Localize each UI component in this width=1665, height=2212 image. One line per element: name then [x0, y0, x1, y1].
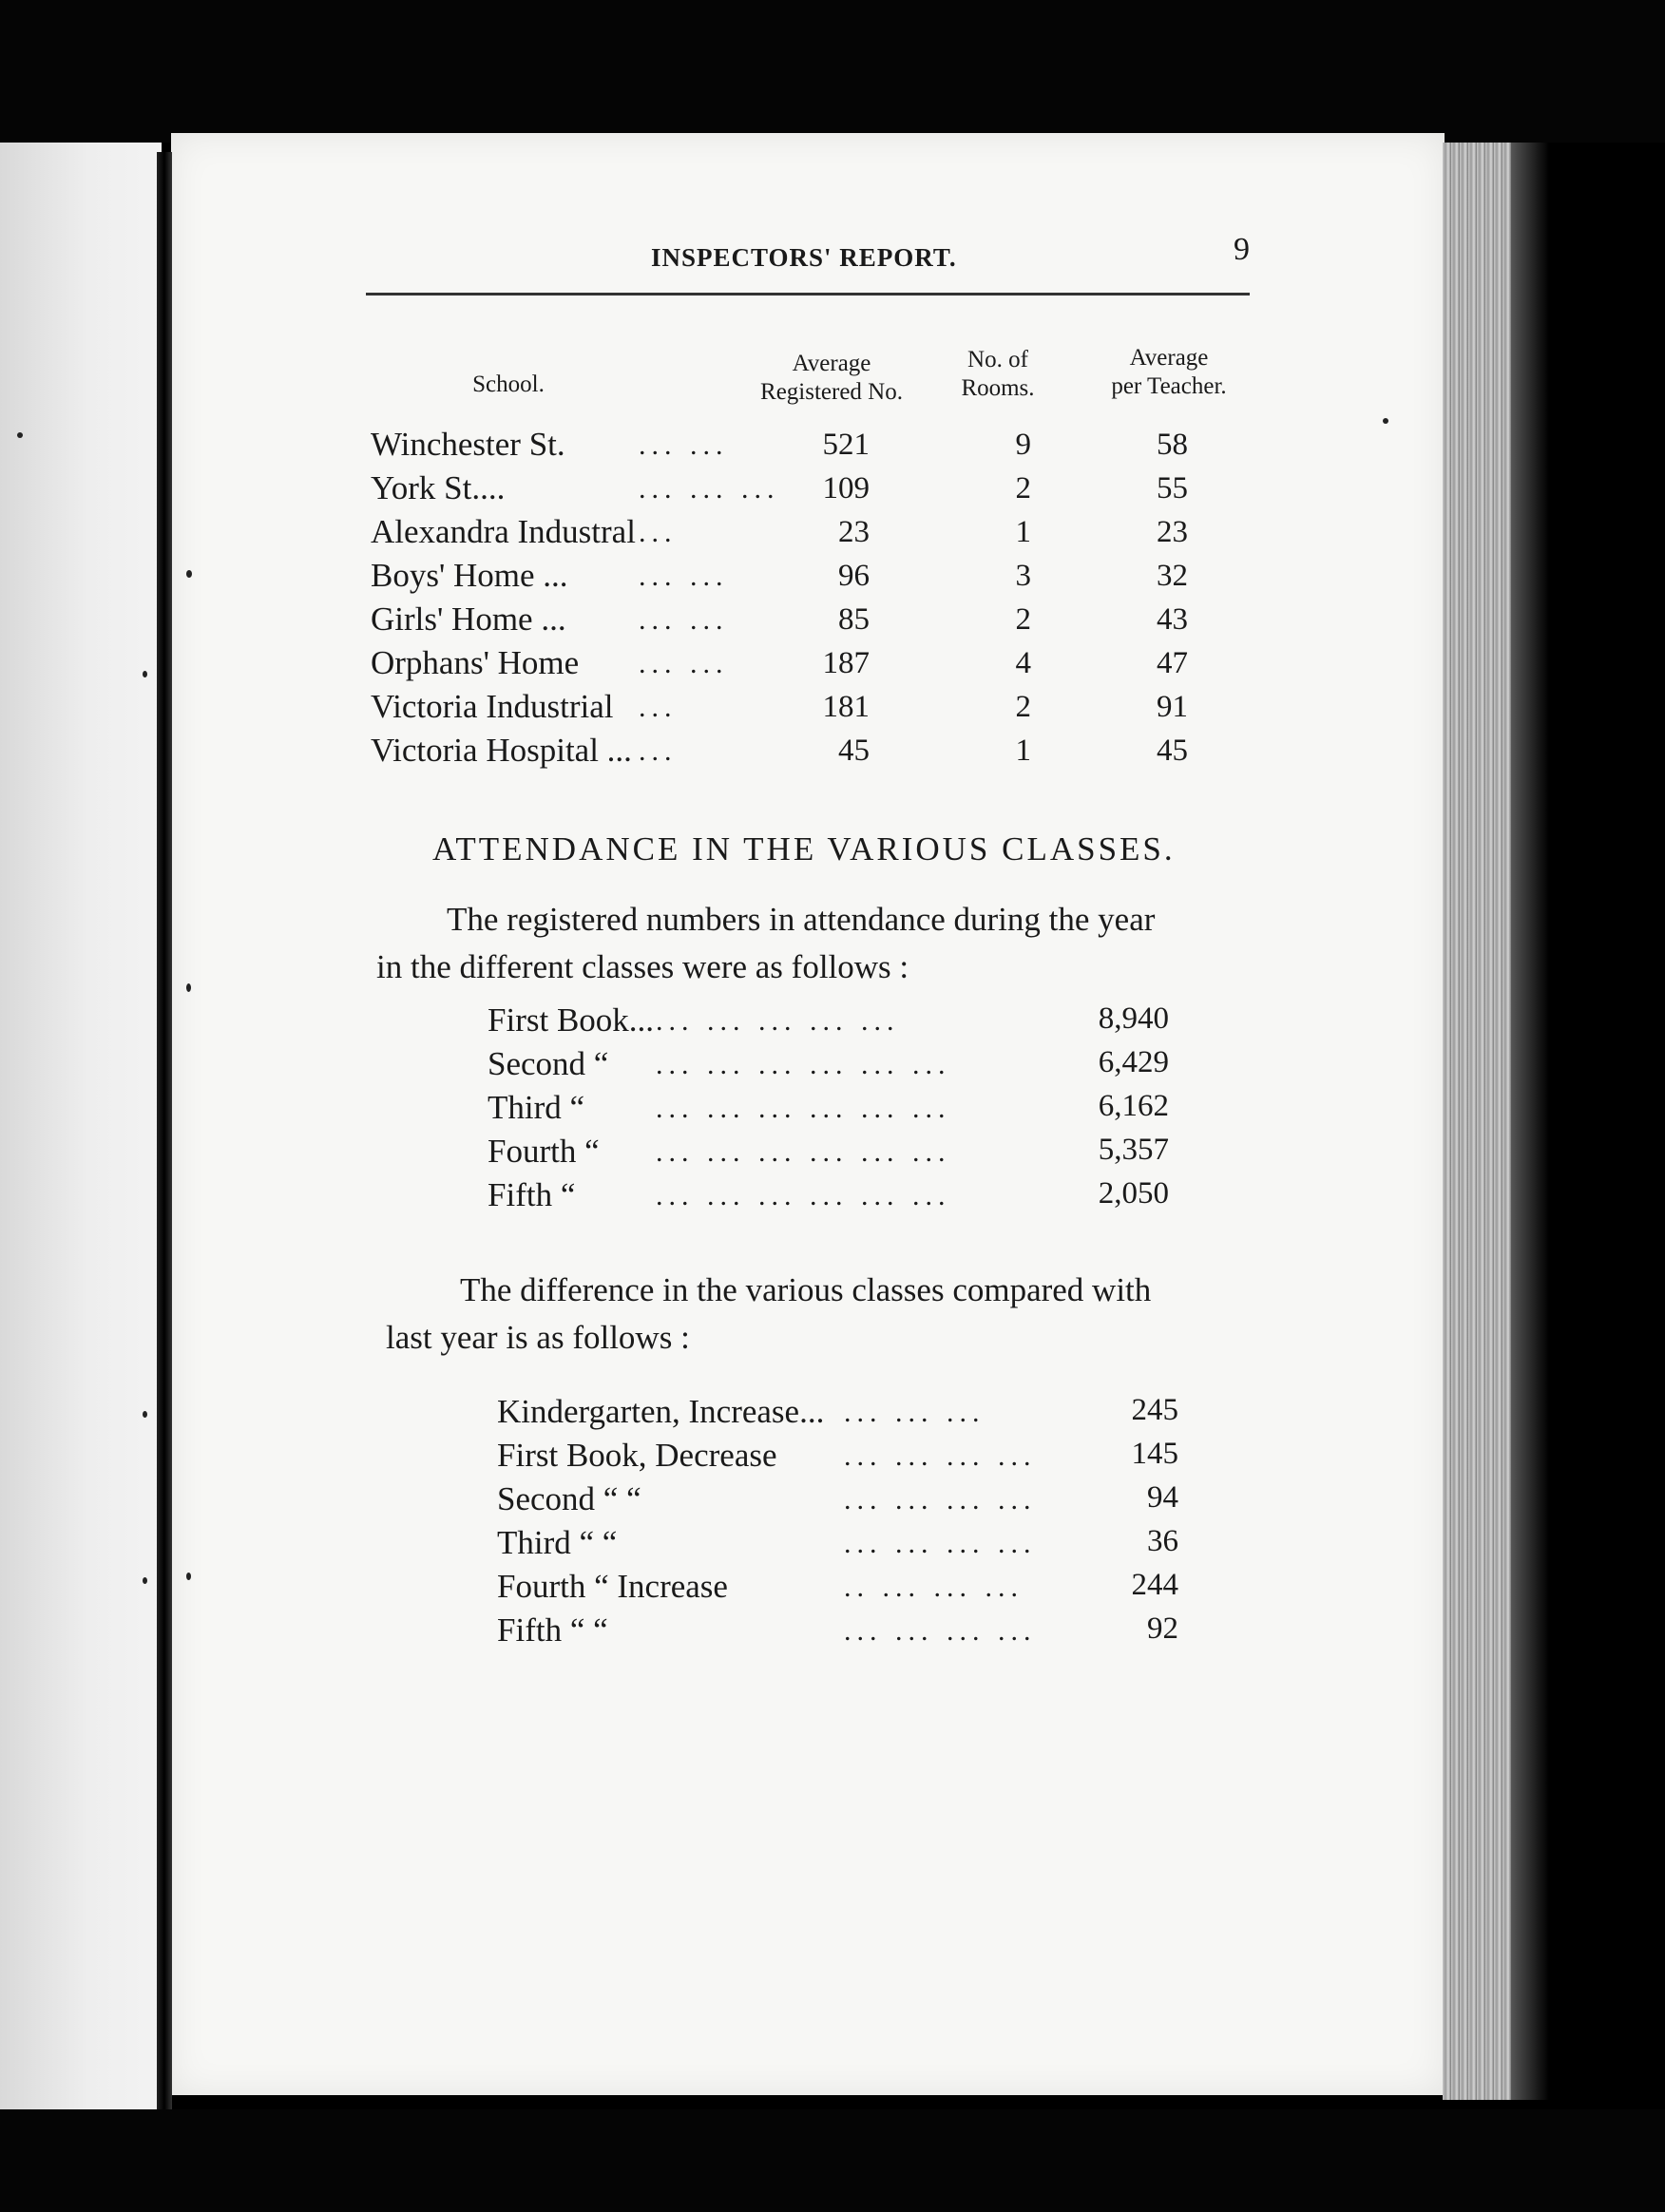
dot-leader: ... ... — [639, 429, 729, 461]
header-rule — [366, 293, 1250, 296]
attendance-intro-line2: in the different classes were as follows : — [376, 948, 909, 985]
school-name: York St.... — [371, 469, 506, 506]
per-teacher-value: 23 — [1157, 515, 1188, 549]
dot-leader: ... — [639, 517, 678, 548]
dot-leader: ... ... — [639, 648, 729, 679]
col-head-average-registered — [737, 350, 927, 407]
dot-leader: ... ... ... ... — [844, 1615, 1037, 1647]
dot-leader: ... ... ... ... ... ... — [656, 1180, 951, 1211]
class-label: Fourth “ — [488, 1133, 600, 1170]
attendance-value: 2,050 — [1098, 1176, 1169, 1211]
school-name: Alexandra Industral — [371, 513, 636, 550]
dot-leader: ... ... ... — [639, 473, 780, 505]
per-teacher-value: 32 — [1157, 559, 1188, 593]
rooms-value: 2 — [1015, 690, 1031, 724]
dot-leader: ... ... ... ... ... ... — [656, 1136, 951, 1168]
class-label: Second “ “ — [497, 1480, 641, 1517]
class-label: Fourth “ Increase — [497, 1568, 728, 1605]
col-head-line: per Teacher. — [1111, 373, 1227, 399]
per-teacher-value: 55 — [1157, 471, 1188, 505]
difference-value: 92 — [1147, 1611, 1178, 1646]
attendance-value: 6,429 — [1098, 1045, 1169, 1079]
dot-leader: ... ... ... ... — [844, 1440, 1037, 1472]
col-head-line: Registered No. — [760, 379, 903, 405]
registered-value: 23 — [838, 515, 870, 549]
running-head: INSPECTORS' REPORT. — [651, 243, 957, 272]
col-head-line: Average — [792, 351, 871, 376]
rooms-value: 3 — [1015, 559, 1031, 593]
dot-leader: ... ... ... ... ... ... — [656, 1049, 951, 1080]
school-name: Victoria Industrial — [371, 688, 614, 725]
dot-leader: ... ... ... ... ... ... — [656, 1093, 951, 1124]
difference-value: 145 — [1131, 1437, 1178, 1471]
col-head-line: Rooms. — [961, 375, 1035, 401]
class-label: Kindergarten, Increase... — [497, 1393, 825, 1430]
school-name: Boys' Home ... — [371, 557, 568, 594]
registered-value: 85 — [838, 602, 870, 637]
section-title: ATTENDANCE IN THE VARIOUS CLASSES. — [432, 830, 1176, 868]
class-label: Fifth “ — [488, 1176, 576, 1213]
per-teacher-value: 58 — [1157, 428, 1188, 462]
dot-leader: ... ... ... ... — [844, 1528, 1037, 1559]
book-gutter — [157, 152, 172, 2109]
per-teacher-value: 91 — [1157, 690, 1188, 724]
col-head-rooms — [946, 346, 1050, 403]
per-teacher-value: 43 — [1157, 602, 1188, 637]
registered-value: 96 — [838, 559, 870, 593]
col-head-per-teacher — [1074, 344, 1264, 401]
col-head-line: No. of — [967, 347, 1028, 372]
class-label: Third “ “ — [497, 1524, 618, 1561]
rooms-value: 1 — [1015, 515, 1031, 549]
difference-value: 36 — [1147, 1524, 1178, 1558]
class-label: Fifth “ “ — [497, 1611, 608, 1649]
school-name: Winchester St. — [371, 426, 565, 463]
attendance-value: 8,940 — [1098, 1001, 1169, 1036]
attendance-intro-line1: The registered numbers in attendance during the year — [447, 901, 1156, 938]
attendance-value: 5,357 — [1098, 1133, 1169, 1167]
dot-leader: ... ... ... — [844, 1397, 986, 1428]
page-fore-edge — [1443, 143, 1511, 2100]
registered-value: 521 — [822, 428, 870, 462]
page-number: 9 — [1234, 232, 1250, 267]
registered-value: 109 — [822, 471, 870, 505]
difference-intro-line2: last year is as follows : — [386, 1319, 690, 1356]
difference-value: 244 — [1131, 1568, 1178, 1602]
per-teacher-value: 45 — [1157, 734, 1188, 768]
col-head-line: Average — [1129, 345, 1209, 371]
col-head-school: School. — [472, 372, 545, 397]
school-name: Orphans' Home — [371, 644, 580, 681]
rooms-value: 4 — [1015, 646, 1031, 680]
dot-leader: ... ... — [639, 561, 729, 592]
left-page-edge — [0, 143, 162, 2119]
class-label: First Book, Decrease — [497, 1437, 777, 1474]
registered-value: 181 — [822, 690, 870, 724]
dot-leader: ... ... ... ... ... — [656, 1005, 900, 1037]
scan-border-top — [0, 0, 1665, 143]
rooms-value: 2 — [1015, 602, 1031, 637]
school-name: Girls' Home ... — [371, 601, 566, 638]
running-header — [366, 226, 1250, 283]
scan-border-bottom — [0, 2109, 1665, 2212]
difference-value: 245 — [1131, 1393, 1178, 1427]
registered-value: 45 — [838, 734, 870, 768]
class-label: Third “ — [488, 1089, 585, 1126]
registered-value: 187 — [822, 646, 870, 680]
difference-value: 94 — [1147, 1480, 1178, 1515]
school-name: Victoria Hospital ... — [371, 732, 632, 769]
dot-leader: ... — [639, 692, 678, 723]
dot-leader: ... — [639, 735, 678, 767]
class-label: Second “ — [488, 1045, 609, 1082]
book-cover-edge — [1511, 143, 1549, 2100]
attendance-value: 6,162 — [1098, 1089, 1169, 1123]
per-teacher-value: 47 — [1157, 646, 1188, 680]
rooms-value: 9 — [1015, 428, 1031, 462]
dot-leader: ... ... — [639, 604, 729, 636]
class-label: First Book... — [488, 1001, 655, 1039]
dot-leader: ... ... ... ... — [844, 1484, 1037, 1516]
rooms-value: 1 — [1015, 734, 1031, 768]
difference-intro-line1: The difference in the various classes compared with — [460, 1271, 1152, 1308]
rooms-value: 2 — [1015, 471, 1031, 505]
dot-leader: .. ... ... ... — [844, 1572, 1024, 1603]
